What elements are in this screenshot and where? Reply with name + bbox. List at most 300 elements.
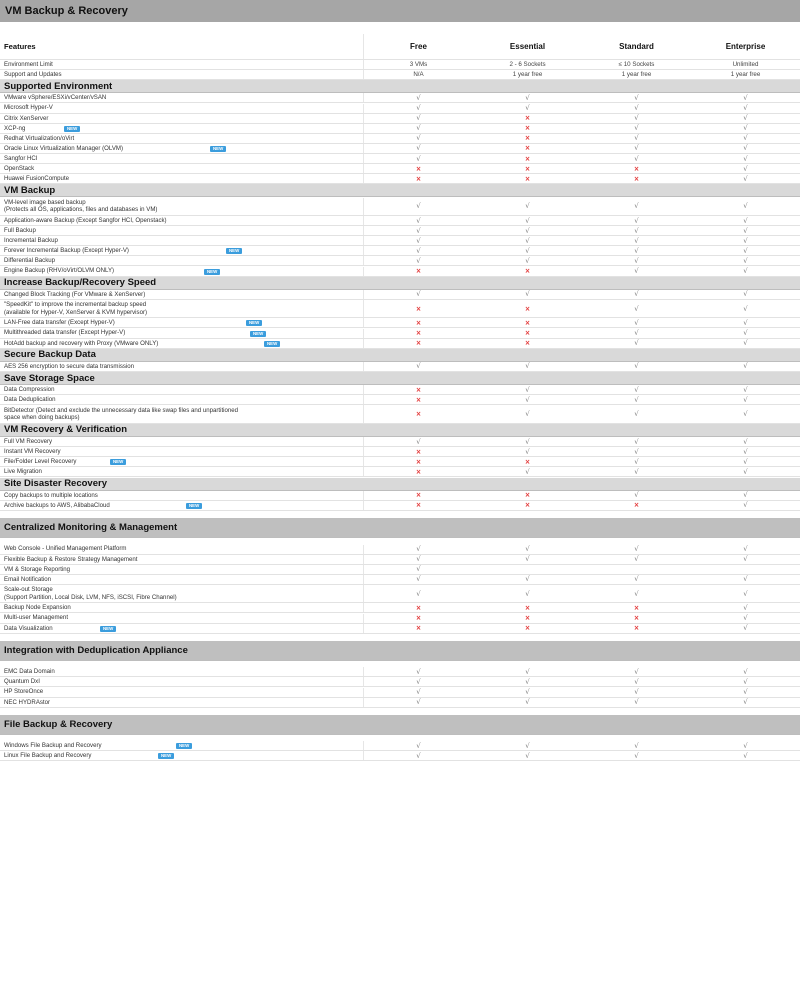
- cross-icon: ×: [415, 164, 422, 173]
- feature-line: Citrix XenServer: [4, 114, 49, 122]
- value-essential: [473, 667, 582, 676]
- value-essential: [473, 677, 582, 686]
- table-row: [0, 565, 800, 575]
- cross-icon: ×: [524, 318, 531, 327]
- value-text: Unlimited: [732, 61, 759, 69]
- check-icon: √: [634, 575, 639, 584]
- value-standard: [582, 575, 691, 584]
- value-enterprise: [691, 395, 800, 404]
- value-essential: [473, 318, 582, 327]
- table-row: [0, 236, 800, 246]
- table-row: [0, 667, 800, 677]
- feature-line: EMC Data Domain: [4, 668, 55, 676]
- feature-label: [4, 115, 48, 122]
- new-badge: NEW: [158, 753, 174, 759]
- check-icon: √: [525, 385, 530, 394]
- feature-line: Full Backup: [4, 227, 36, 235]
- check-icon: √: [525, 362, 530, 371]
- value-free: [364, 585, 473, 603]
- value-standard: [582, 362, 691, 371]
- title-bar: [0, 0, 800, 22]
- check-icon: √: [525, 698, 530, 707]
- feature-line: (Protects all OS, applications, files and databases in VM): [4, 206, 158, 214]
- value-enterprise: [691, 614, 800, 623]
- value-enterprise: [691, 585, 800, 603]
- cross-icon: ×: [415, 624, 422, 633]
- check-icon: √: [525, 741, 530, 750]
- check-icon: √: [416, 688, 421, 697]
- feature-label: [4, 247, 129, 254]
- check-icon: √: [634, 202, 639, 211]
- feature-cell: [0, 491, 364, 500]
- feature-line: Environment Limit: [4, 60, 53, 68]
- spacer-row: [0, 661, 800, 668]
- check-icon: √: [525, 589, 530, 598]
- check-icon: √: [743, 467, 748, 476]
- feature-label: [4, 688, 43, 695]
- value-standard: [582, 174, 691, 183]
- check-icon: √: [634, 410, 639, 419]
- check-icon: √: [743, 93, 748, 102]
- value-essential: [473, 114, 582, 123]
- value-standard: [582, 501, 691, 510]
- check-icon: √: [416, 698, 421, 707]
- value-essential: [473, 751, 582, 760]
- value-free: [364, 501, 473, 510]
- cross-icon: ×: [524, 124, 531, 133]
- feature-label: [4, 319, 115, 326]
- feature-cell: [0, 565, 364, 574]
- check-icon: √: [416, 575, 421, 584]
- feature-cell: [0, 405, 364, 423]
- check-icon: √: [634, 104, 639, 113]
- table-row: [0, 144, 800, 154]
- table-row: [0, 555, 800, 565]
- check-icon: √: [743, 603, 748, 612]
- value-free: [364, 216, 473, 225]
- value-free: [364, 405, 473, 423]
- check-icon: √: [634, 437, 639, 446]
- value-standard: [582, 236, 691, 245]
- feature-line: Full VM Recovery: [4, 438, 53, 446]
- feature-cell: [0, 585, 364, 603]
- check-icon: √: [743, 575, 748, 584]
- cross-icon: ×: [415, 267, 422, 276]
- section-title: Secure Backup Data: [4, 349, 96, 361]
- table-row: [0, 198, 800, 217]
- feature-label: [4, 165, 34, 172]
- feature-line: Changed Block Tracking (For VMware & XenServer): [4, 290, 146, 298]
- value-enterprise: [691, 134, 800, 143]
- value-free: [364, 603, 473, 612]
- feature-line: Instant VM Recovery: [4, 448, 61, 456]
- check-icon: √: [743, 385, 748, 394]
- cross-icon: ×: [633, 624, 640, 633]
- value-free: [364, 318, 473, 327]
- check-icon: √: [743, 545, 748, 554]
- check-icon: √: [634, 318, 639, 327]
- section-header: [0, 277, 800, 290]
- check-icon: √: [743, 134, 748, 143]
- feature-line: Incremental Backup: [4, 237, 58, 245]
- table-row: [0, 501, 800, 511]
- check-icon: √: [743, 751, 748, 760]
- value-essential: [473, 174, 582, 183]
- value-essential: [473, 698, 582, 707]
- check-icon: √: [743, 318, 748, 327]
- feature-label: [4, 135, 74, 142]
- new-badge: NEW: [110, 459, 126, 465]
- value-free: [364, 267, 473, 276]
- check-icon: √: [634, 256, 639, 265]
- table-row: [0, 751, 800, 761]
- check-icon: √: [525, 688, 530, 697]
- page-title: VM Backup & Recovery: [5, 5, 128, 17]
- cross-icon: ×: [524, 164, 531, 173]
- check-icon: √: [525, 104, 530, 113]
- check-icon: √: [525, 216, 530, 225]
- value-free: [364, 104, 473, 113]
- value-enterprise: [691, 751, 800, 760]
- check-icon: √: [743, 174, 748, 183]
- table-row: [0, 226, 800, 236]
- value-standard: [582, 698, 691, 707]
- value-enterprise: [691, 290, 800, 299]
- feature-cell: [0, 385, 364, 394]
- feature-line: NEC HYDRAstor: [4, 698, 51, 706]
- table-row: [0, 134, 800, 144]
- feature-label: [4, 257, 55, 264]
- check-icon: √: [743, 226, 748, 235]
- value-essential: [473, 216, 582, 225]
- value-enterprise: [691, 216, 800, 225]
- cross-icon: ×: [415, 457, 422, 466]
- check-icon: √: [743, 688, 748, 697]
- feature-label: [4, 301, 147, 315]
- value-standard: [582, 216, 691, 225]
- cross-icon: ×: [415, 447, 422, 456]
- value-standard: [582, 585, 691, 603]
- table-row: [0, 624, 800, 634]
- feature-cell: [0, 395, 364, 404]
- value-free: [364, 575, 473, 584]
- value-free: [364, 555, 473, 564]
- value-enterprise: [691, 741, 800, 750]
- value-enterprise: [691, 575, 800, 584]
- value-free: [364, 154, 473, 163]
- feature-line: Scale-out Storage: [4, 586, 53, 594]
- feature-line: HotAdd backup and recovery with Proxy (VMware ONLY): [4, 339, 159, 347]
- check-icon: √: [743, 741, 748, 750]
- check-icon: √: [743, 267, 748, 276]
- feature-label: [4, 217, 167, 224]
- value-essential: [473, 603, 582, 612]
- value-free: [364, 437, 473, 446]
- check-icon: √: [743, 447, 748, 456]
- value-enterprise: [691, 93, 800, 102]
- feature-label: [4, 267, 114, 274]
- cross-icon: ×: [415, 329, 422, 338]
- check-icon: √: [743, 589, 748, 598]
- value-free: [364, 457, 473, 466]
- feature-cell: [0, 144, 364, 153]
- section-title: Site Disaster Recovery: [4, 478, 107, 490]
- check-icon: √: [743, 329, 748, 338]
- feature-line: Oracle Linux Virtualization Manager (OLVM): [4, 144, 123, 152]
- value-standard: [582, 491, 691, 500]
- value-standard: [582, 267, 691, 276]
- value-essential: [473, 447, 582, 456]
- feature-label: [4, 576, 51, 583]
- value-standard: [582, 144, 691, 153]
- check-icon: √: [634, 688, 639, 697]
- value-enterprise: [691, 501, 800, 510]
- check-icon: √: [525, 236, 530, 245]
- value-text: 2 - 6 Sockets: [509, 61, 546, 69]
- feature-line: Data Visualization: [4, 624, 53, 632]
- check-icon: √: [416, 256, 421, 265]
- table-row: [0, 300, 800, 319]
- value-enterprise: [691, 154, 800, 163]
- cross-icon: ×: [415, 339, 422, 348]
- new-badge: NEW: [204, 269, 220, 275]
- feature-cell: [0, 339, 364, 348]
- feature-cell: [0, 104, 364, 113]
- value-enterprise: [691, 555, 800, 564]
- value-free: [364, 124, 473, 133]
- value-standard: [582, 667, 691, 676]
- feature-label: [4, 556, 137, 563]
- value-standard: [582, 300, 691, 318]
- check-icon: √: [416, 246, 421, 255]
- table-row: [0, 318, 800, 328]
- value-standard: [582, 677, 691, 686]
- value-standard: [582, 246, 691, 255]
- feature-label: [4, 407, 238, 421]
- check-icon: √: [416, 437, 421, 446]
- feature-line: Redhat Virtualization/oVirt: [4, 134, 75, 142]
- feature-cell: [0, 741, 364, 750]
- value-essential: [473, 385, 582, 394]
- check-icon: √: [634, 304, 639, 313]
- value-essential: [473, 256, 582, 265]
- check-icon: √: [416, 202, 421, 211]
- cross-icon: ×: [415, 395, 422, 404]
- cross-icon: ×: [524, 624, 531, 633]
- value-enterprise: [691, 318, 800, 327]
- value-essential: [473, 226, 582, 235]
- cross-icon: ×: [524, 267, 531, 276]
- feature-line: Forever Incremental Backup (Except Hyper-V): [4, 247, 129, 255]
- cross-icon: ×: [524, 174, 531, 183]
- value-standard: [582, 114, 691, 123]
- value-enterprise: [691, 624, 800, 633]
- table-row: [0, 395, 800, 405]
- value-free: [364, 565, 473, 574]
- value-enterprise: [691, 603, 800, 612]
- header-row: [0, 34, 800, 60]
- value-text: 1 year free: [512, 71, 543, 79]
- feature-line: File/Folder Level Recovery: [4, 458, 77, 466]
- check-icon: √: [743, 491, 748, 500]
- feature-label: [4, 237, 58, 244]
- check-icon: √: [525, 246, 530, 255]
- cross-icon: ×: [524, 329, 531, 338]
- value-standard: [582, 437, 691, 446]
- check-icon: √: [743, 304, 748, 313]
- section-header: [0, 80, 800, 93]
- feature-cell: [0, 447, 364, 456]
- check-icon: √: [416, 226, 421, 235]
- feature-label: [4, 104, 53, 111]
- feature-line: BitDetector (Detect and exclude the unnecessary data like swap files and unpartitioned: [4, 406, 239, 414]
- cross-icon: ×: [415, 603, 422, 612]
- cross-icon: ×: [524, 457, 531, 466]
- feature-line: LAN-Free data transfer (Except Hyper-V): [4, 319, 115, 327]
- value-enterprise: [691, 677, 800, 686]
- value-enterprise: [691, 198, 800, 216]
- feature-label: [4, 468, 42, 475]
- value-free: [364, 70, 473, 79]
- check-icon: √: [634, 667, 639, 676]
- feature-line: Data Compression: [4, 386, 55, 394]
- table-row: [0, 688, 800, 698]
- feature-label: [4, 71, 62, 78]
- spacer-row: [0, 511, 800, 518]
- value-standard: [582, 93, 691, 102]
- feature-cell: [0, 751, 364, 760]
- value-essential: [473, 405, 582, 423]
- check-icon: √: [634, 545, 639, 554]
- value-free: [364, 164, 473, 173]
- value-enterprise: [691, 467, 800, 476]
- new-badge: NEW: [100, 626, 116, 632]
- feature-cell: [0, 575, 364, 584]
- table-row: [0, 467, 800, 477]
- feature-cell: [0, 318, 364, 327]
- check-icon: √: [416, 134, 421, 143]
- table-row: [0, 114, 800, 124]
- feature-label: [4, 448, 61, 455]
- value-enterprise: [691, 174, 800, 183]
- check-icon: √: [634, 134, 639, 143]
- check-icon: √: [634, 447, 639, 456]
- section-title: Centralized Monitoring & Management: [4, 521, 178, 533]
- value-enterprise: [691, 114, 800, 123]
- check-icon: √: [743, 290, 748, 299]
- feature-line: Archive backups to AWS, AlibabaCloud: [4, 501, 110, 509]
- value-free: [364, 698, 473, 707]
- table-row: [0, 70, 800, 80]
- feature-cell: [0, 501, 364, 510]
- table-row: [0, 256, 800, 266]
- feature-label: [4, 396, 56, 403]
- value-enterprise: [691, 124, 800, 133]
- feature-label: [4, 363, 134, 370]
- cross-icon: ×: [524, 603, 531, 612]
- value-standard: [582, 395, 691, 404]
- feature-label: [4, 458, 76, 465]
- cross-icon: ×: [524, 304, 531, 313]
- value-enterprise: [691, 667, 800, 676]
- cross-icon: ×: [415, 385, 422, 394]
- value-enterprise: [691, 256, 800, 265]
- check-icon: √: [416, 154, 421, 163]
- check-icon: √: [525, 226, 530, 235]
- check-icon: √: [743, 202, 748, 211]
- check-icon: √: [634, 698, 639, 707]
- feature-label: [4, 329, 125, 336]
- value-essential: [473, 124, 582, 133]
- feature-cell: [0, 70, 364, 79]
- feature-cell: [0, 290, 364, 299]
- table-row: [0, 246, 800, 256]
- feature-cell: [0, 267, 364, 276]
- check-icon: √: [416, 93, 421, 102]
- feature-label: [4, 614, 68, 621]
- table-row: [0, 154, 800, 164]
- feature-cell: [0, 545, 364, 554]
- value-essential: [473, 437, 582, 446]
- value-essential: [473, 300, 582, 318]
- check-icon: √: [416, 667, 421, 676]
- cross-icon: ×: [524, 614, 531, 623]
- value-free: [364, 246, 473, 255]
- value-standard: [582, 751, 691, 760]
- cross-icon: ×: [524, 491, 531, 500]
- value-standard: [582, 104, 691, 113]
- value-essential: [473, 290, 582, 299]
- feature-cell: [0, 329, 364, 338]
- check-icon: √: [525, 410, 530, 419]
- check-icon: √: [416, 362, 421, 371]
- check-icon: √: [416, 555, 421, 564]
- cross-icon: ×: [633, 174, 640, 183]
- cross-icon: ×: [524, 501, 531, 510]
- check-icon: √: [743, 144, 748, 153]
- value-essential: [473, 93, 582, 102]
- value-standard: [582, 555, 691, 564]
- value-free: [364, 93, 473, 102]
- section-title: Integration with Deduplication Appliance: [4, 644, 188, 656]
- check-icon: √: [416, 565, 421, 574]
- feature-line: HP StoreOnce: [4, 688, 44, 696]
- feature-label: [4, 625, 53, 632]
- feature-label: [4, 604, 71, 611]
- check-icon: √: [634, 154, 639, 163]
- table-row: [0, 339, 800, 349]
- feature-label: [4, 668, 55, 675]
- value-standard: [582, 124, 691, 133]
- value-standard: [582, 154, 691, 163]
- spacer-row: [0, 634, 800, 641]
- value-text: 1 year free: [730, 71, 761, 79]
- check-icon: √: [634, 677, 639, 686]
- table-row: [0, 329, 800, 339]
- check-icon: √: [416, 290, 421, 299]
- value-essential: [473, 104, 582, 113]
- value-essential: [473, 339, 582, 348]
- check-icon: √: [634, 93, 639, 102]
- feature-label: [4, 752, 91, 759]
- check-icon: √: [634, 329, 639, 338]
- value-enterprise: [691, 226, 800, 235]
- value-essential: [473, 501, 582, 510]
- cross-icon: ×: [524, 339, 531, 348]
- check-icon: √: [634, 467, 639, 476]
- check-icon: √: [634, 741, 639, 750]
- check-icon: √: [743, 457, 748, 466]
